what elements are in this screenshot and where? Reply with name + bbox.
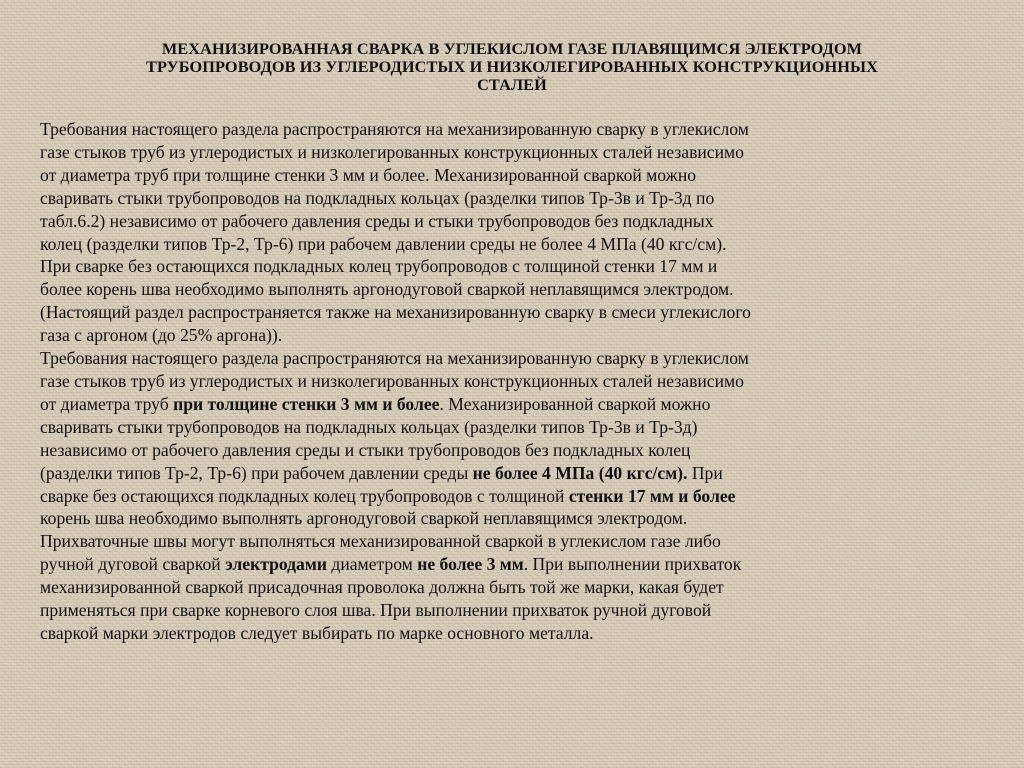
text-line: газе стыков труб из углеродистых и низколегированных конструкционных сталей независимо [40, 370, 744, 391]
title-line: СТАЛЕЙ [477, 75, 547, 94]
text-line: газе стыков труб из углеродистых и низколегированных конструкционных сталей независимо [40, 141, 744, 162]
bold-text-run: не более 3 мм [417, 554, 524, 575]
text-line: Прихваточные швы могут выполняться механизированной сваркой в углекислом газе либо [40, 531, 721, 552]
text-line: от диаметра труб при толщине стенки 3 мм и более. Механизированной сваркой можно [40, 164, 697, 185]
text-line [40, 393, 990, 416]
text-run: сварке без остающихся подкладных колец трубопроводов с толщиной [40, 485, 569, 506]
bold-text-run: электродами [225, 554, 327, 575]
title-line: ТРУБОПРОВОДОВ ИЗ УГЛЕРОДИСТЫХ И НИЗКОЛЕГИРОВАННЫХ КОНСТРУКЦИОННЫХ [146, 57, 878, 76]
bold-text-run: при толщине стенки 3 мм и более [173, 393, 440, 414]
slide-title [40, 40, 984, 94]
text-line: При сварке без остающихся подкладных колец трубопроводов с толщиной стенки 17 мм и [40, 256, 718, 277]
text-line [40, 462, 990, 485]
text-line: механизированной сваркой присадочная проволока должна быть той же марки, какая будет [40, 577, 724, 598]
text-run: от диаметра труб [40, 393, 174, 414]
text-line: (Настоящий раздел распространяется также на механизированную сварку в смеси углекислого [40, 302, 751, 323]
text-line [40, 485, 990, 508]
text-line: табл.6.2) независимо от рабочего давления среды и стыки трубопроводов без подкладных [40, 210, 714, 231]
text-line: сваривать стыки трубопроводов на подкладных кольцах (разделки типов Тр-3в и Тр-3д) [40, 416, 698, 437]
paragraph-1 [40, 118, 990, 347]
text-run: диаметром [326, 554, 418, 575]
text-line: корень шва необходимо выполнять аргонодуговой сваркой неплавящимся электродом. [40, 508, 688, 529]
text-line: газа с аргоном (до 25% аргона)). [40, 325, 283, 346]
paragraph-2 [40, 347, 990, 645]
text-run: . Механизированной сваркой можно [439, 393, 711, 414]
text-line: независимо от рабочего давления среды и стыки трубопроводов без подкладных колец [40, 439, 691, 460]
bold-text-run: стенки 17 мм и более [568, 485, 736, 506]
text-run: При [687, 462, 723, 483]
slide-body [40, 118, 990, 645]
title-line: МЕХАНИЗИРОВАННАЯ СВАРКА В УГЛЕКИСЛОМ ГАЗЕ ПЛАВЯЩИМСЯ ЭЛЕКТРОДОМ [161, 39, 863, 58]
text-line: сваривать стыки трубопроводов на подкладных кольцах (разделки типов Тр-3в и Тр-3д по [40, 187, 715, 208]
text-run: . При выполнении прихваток [523, 554, 742, 575]
bold-text-run: не более 4 МПа (40 кгс/см). [472, 462, 688, 483]
text-line: Требования настоящего раздела распространяются на механизированную сварку в углекислом [40, 119, 749, 139]
text-line: сваркой марки электродов следует выбирать по марке основного металла. [40, 622, 594, 643]
text-run: ручной дуговой сваркой [40, 554, 226, 575]
text-line: применяться при сварке корневого слоя шва. При выполнении прихваток ручной дуговой [40, 600, 712, 621]
text-line: Требования настоящего раздела распространяются на механизированную сварку в углекислом [40, 348, 749, 369]
text-line: более корень шва необходимо выполнять аргонодуговой сваркой неплавящимся электродом. [40, 279, 734, 300]
text-line: колец (разделки типов Тр-2, Тр-6) при рабочем давлении среды не более 4 МПа (40 кгс/см). [40, 233, 727, 254]
text-line [40, 553, 990, 576]
text-run: (разделки типов Тр-2, Тр-6) при рабочем давлении среды [40, 462, 473, 483]
